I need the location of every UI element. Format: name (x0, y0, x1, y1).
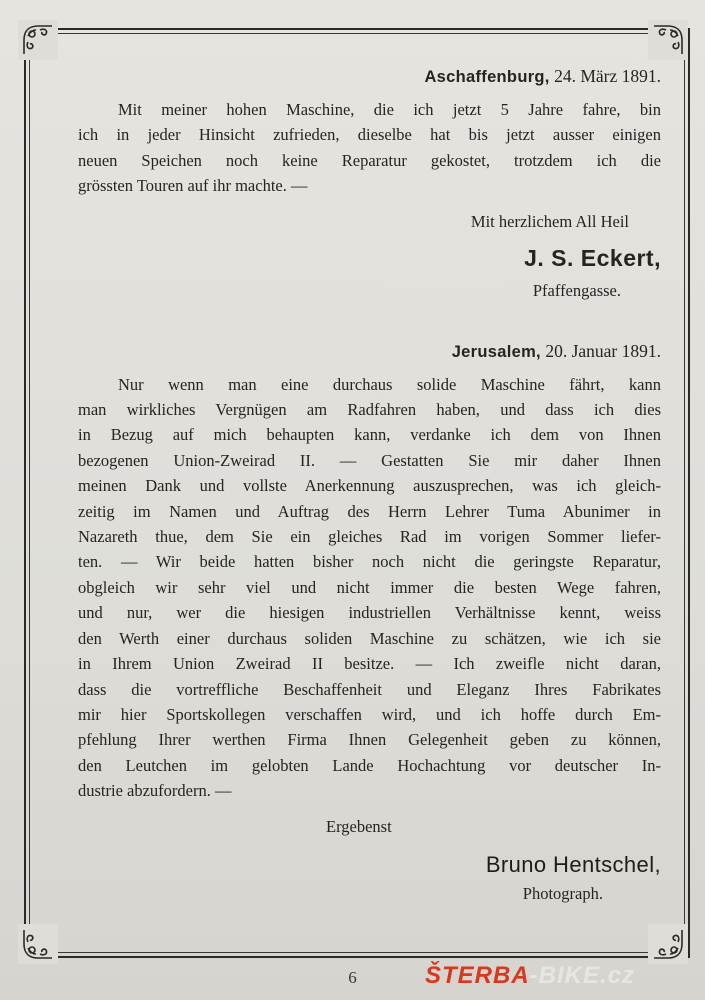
letter-hentschel (78, 337, 661, 906)
corner-ornament-icon (648, 20, 688, 60)
text-line: grössten Touren auf ihr machte. — (78, 176, 308, 196)
text-line: ich in jeder Hinsicht zufrieden, dieselbe hat bis jetzt ausser einigen (78, 125, 661, 145)
text-line: Mit meiner hohen Maschine, die ich jetzt 5 Jahre fahre, bin (118, 100, 661, 119)
text-line: den Werth einer durchaus soliden Maschine zu schätzen, wie ich sie (78, 628, 661, 648)
corner-ornament-icon (648, 924, 688, 964)
text-line: meinen Dank und vollste Anerkennung auszusprechen, was ich gleich- (78, 476, 661, 496)
dateline-date: 24. März 1891. (554, 66, 661, 86)
text-line: neuen Speichen noch keine Reparatur gekostet, trotzdem ich die (78, 150, 661, 170)
corner-ornament-icon (18, 924, 58, 964)
watermark-logo (425, 962, 635, 990)
dateline-date: 20. Januar 1891. (545, 340, 661, 361)
dateline (78, 337, 661, 366)
text-line: dustrie abzufordern. — (78, 781, 232, 801)
page-number: 6 (348, 968, 357, 987)
greeting: Mit herzlichem All Heil (470, 211, 629, 231)
text-line: und nur, wer die hiesigen industriellen Verhältnisse kennt, weiss (78, 603, 661, 623)
text-line: dass die vortreffliche Beschaffenheit und Eleganz Ihres Fabrikates (78, 679, 661, 699)
text-line: bezogenen Union-Zweirad II. — Gestatten Sie mir daher Ihnen (78, 450, 661, 470)
text-line: den Leutchen im gelobten Lande Hochachtung vor deutscher In- (78, 755, 661, 775)
text-line: Nur wenn man eine durchaus solide Maschine fährt, kann (118, 374, 661, 394)
dateline-place: Aschaffenburg, (424, 68, 550, 86)
text-line: in Ihrem Union Zweirad II besitze. — Ich zweifle nicht daran, (78, 654, 661, 674)
signature-address: Photograph. (522, 883, 603, 903)
signature: J. S. Eckert, (524, 244, 661, 271)
greeting: Ergebenst (326, 816, 392, 836)
dateline-place: Jerusalem, (451, 342, 541, 361)
text-line: ten. — Wir beide hatten bisher noch nicht die geringste Reparatur, (78, 552, 661, 572)
signature: Bruno Hentschel, (485, 851, 661, 877)
watermark-part: -BIKE.cz (529, 962, 636, 989)
letter-body (78, 97, 661, 199)
text-line: obgleich wir sehr viel und nicht immer die besten Wege fahren, (78, 577, 661, 597)
letter-eckert (78, 62, 661, 303)
text-line: Nazareth thue, dem Sie ein gleiches Rad im vorigen Sommer liefer- (78, 527, 661, 547)
letter-content (78, 62, 661, 906)
signature-address: Pfaffengasse. (532, 280, 621, 300)
text-line: in Bezug auf mich behaupten kann, verdanke ich dem von Ihnen (78, 425, 661, 445)
text-line: pfehlung Ihrer werthen Firma Ihnen Gelegenheit geben zu können, (78, 730, 661, 750)
text-line: zeitig im Namen und Auftrag des Herrn Lehrer Tuma Abunimer in (78, 501, 661, 521)
dateline (78, 62, 661, 91)
watermark-part: ŠTERBA (425, 962, 530, 989)
text-line: man wirkliches Vergnügen am Radfahren haben, und dass ich dies (78, 400, 661, 420)
corner-ornament-icon (18, 20, 58, 60)
text-line: mir hier Sportskollegen verschaffen wird, und ich hoffe durch Em- (78, 704, 661, 724)
letter-body (78, 372, 661, 804)
